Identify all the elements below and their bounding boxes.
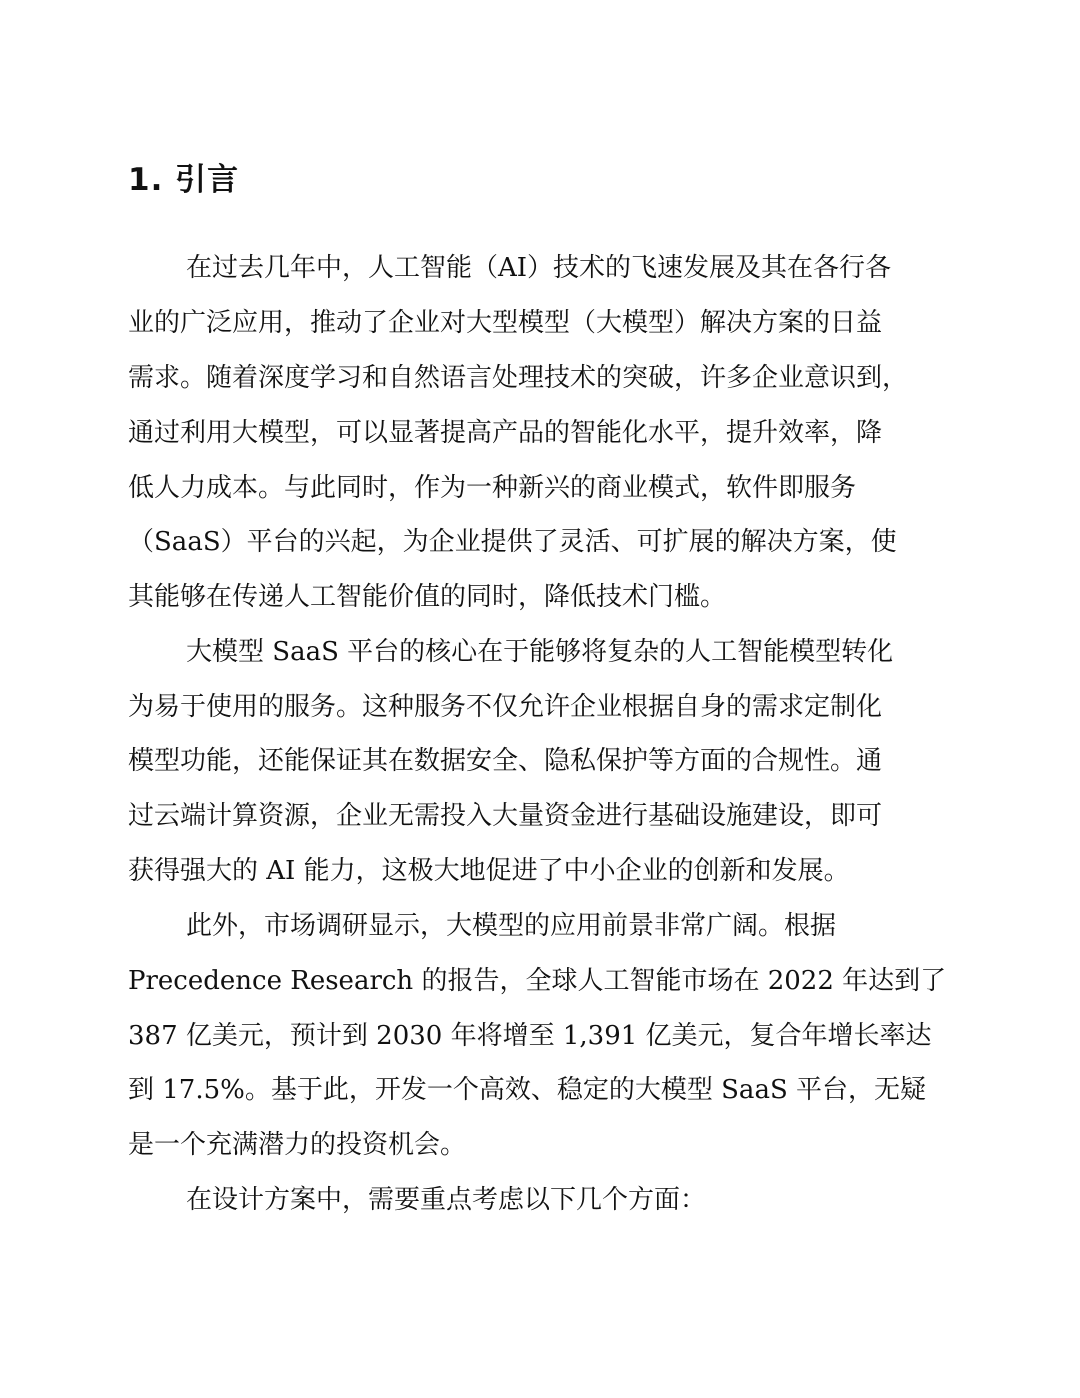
paragraph-line: 在过去几年中，人工智能（AI）技术的飞速发展及其在各行各 — [186, 253, 892, 283]
paragraph-line: 业的广泛应用，推动了企业对大型模型（大模型）解决方案的日益 — [128, 308, 883, 338]
paragraph-line: 其能够在传递人工智能价值的同时，降低技术门槛。 — [128, 582, 727, 612]
paragraph-line: 此外，市场调研显示，大模型的应用前景非常广阔。根据 — [186, 911, 837, 941]
paragraph-line: 是一个充满潜力的投资机会。 — [128, 1130, 467, 1160]
paragraph-line: 在设计方案中，需要重点考虑以下几个方面： — [186, 1185, 707, 1215]
paragraph-line: 低人力成本。与此同时，作为一种新兴的商业模式，软件即服务 — [128, 473, 857, 503]
paragraph-line: Precedence Research 的报告，全球人工智能市场在 2022 年达到了 — [128, 966, 947, 996]
paragraph-line: 387 亿美元，预计到 2030 年将增至 1,391 亿美元，复合年增长率达 — [128, 1021, 932, 1051]
paragraph-line: 获得强大的 AI 能力，这极大地促进了中小企业的创新和发展。 — [128, 856, 850, 886]
paragraph-line: 通过利用大模型，可以显著提高产品的智能化水平，提升效率，降 — [128, 418, 883, 448]
section-heading: 1. 引言 — [128, 162, 240, 198]
paragraph-line: 到 17.5%。基于此，开发一个高效、稳定的大模型 SaaS 平台，无疑 — [128, 1075, 927, 1105]
paragraph-line: （SaaS）平台的兴起，为企业提供了灵活、可扩展的解决方案，使 — [128, 527, 897, 557]
paragraph-line: 过云端计算资源，企业无需投入大量资金进行基础设施建设，即可 — [128, 801, 883, 831]
paragraph-line: 大模型 SaaS 平台的核心在于能够将复杂的人工智能模型转化 — [186, 637, 894, 667]
paragraph-line: 模型功能，还能保证其在数据安全、隐私保护等方面的合规性。通 — [128, 746, 883, 776]
paragraph-line: 为易于使用的服务。这种服务不仅允许企业根据自身的需求定制化 — [128, 692, 883, 722]
paragraph-line: 需求。随着深度学习和自然语言处理技术的突破，许多企业意识到， — [128, 363, 909, 393]
